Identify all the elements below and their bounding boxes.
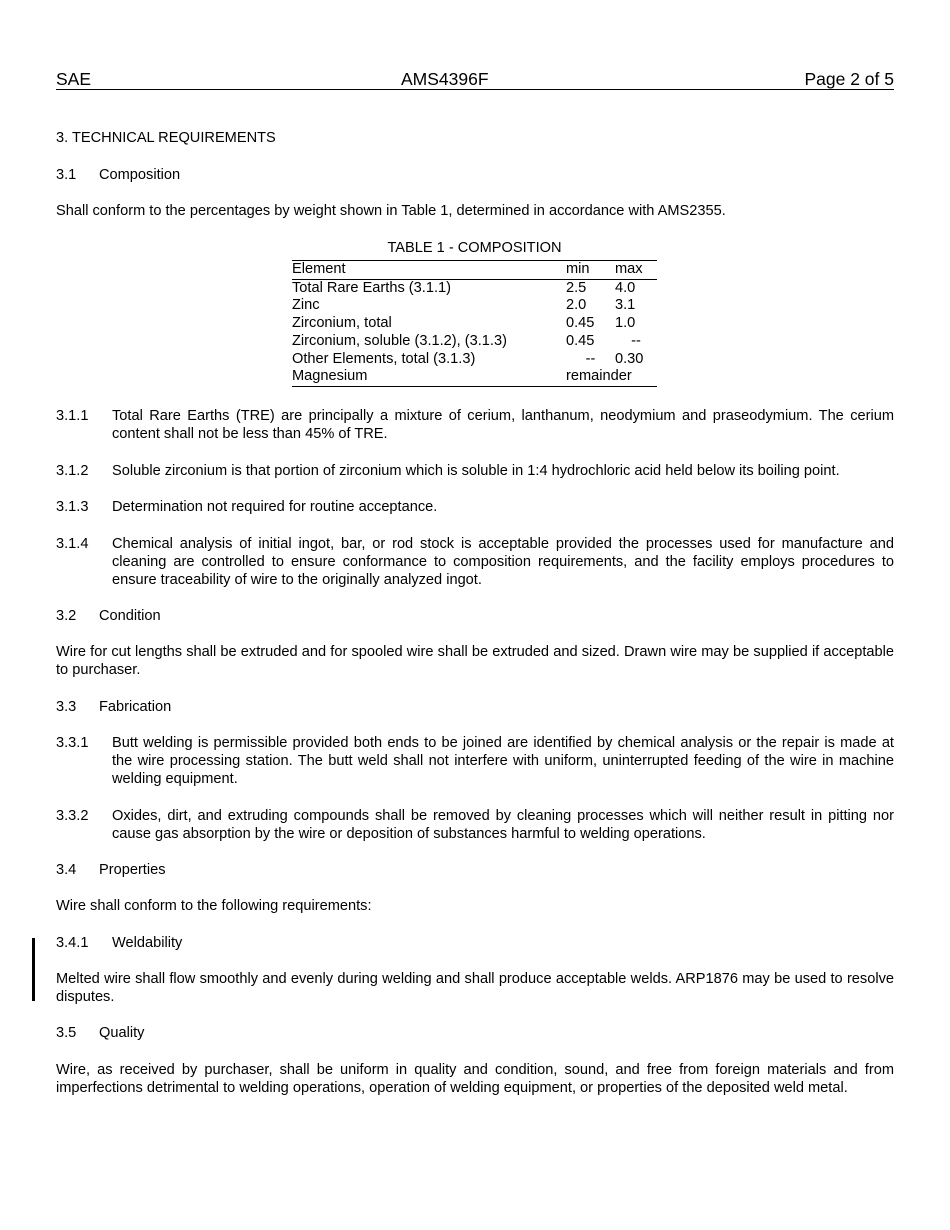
section-3-5-heading: [56, 1024, 894, 1042]
header-page-number: Page 2 of 5: [804, 69, 894, 89]
section-title: Condition: [99, 608, 161, 624]
column-header-element: Element: [292, 261, 566, 280]
table-1-caption: TABLE 1 - COMPOSITION: [387, 240, 562, 256]
section-text: Butt welding is permissible provided both ends to be joined are identified by chemical analysis or the repair is made at the wire processing station. The butt weld shall not interfere with uniform, uninterrupted feeding of the wire in machine welding equipment.: [112, 735, 894, 787]
section-3-3-heading: [56, 698, 894, 716]
section-3-4-heading: [56, 861, 894, 879]
section-number: 3.3.2: [56, 808, 89, 824]
section-title: Composition: [99, 167, 181, 183]
section-text: Total Rare Earths (TRE) are principally a mixture of cerium, lanthanum, neodymium and praseodymium. The cerium content shall not be less than 45% of TRE.: [112, 408, 894, 442]
element-cell: Other Elements, total (3.1.3): [292, 350, 476, 367]
remainder-cell: remainder: [566, 368, 657, 386]
section-title: Weldability: [112, 935, 183, 951]
composition-table: [292, 260, 657, 387]
section-3-1-2: [56, 462, 894, 480]
section-3-3-2: [56, 807, 894, 843]
section-title: Properties: [99, 862, 166, 878]
table-row: [292, 368, 657, 386]
section-3-4-text: Wire shall conform to the following requirements:: [56, 898, 372, 914]
element-cell: Zirconium, soluble (3.1.2), (3.1.3): [292, 332, 507, 349]
section-text: Determination not required for routine acceptance.: [112, 499, 438, 515]
section-3-4-1-heading: [56, 934, 894, 952]
section-3-1-3: [56, 498, 894, 516]
table-header-row: [292, 261, 657, 280]
element-cell: Zirconium, total: [292, 315, 392, 332]
column-header-max: max: [615, 261, 657, 280]
section-text: Oxides, dirt, and extruding compounds shall be removed by cleaning processes which will neither result in pitting nor cause gas absorption by the wire or deposition of substances harmful to welding operations.: [112, 808, 894, 842]
min-cell: 2.0: [566, 297, 587, 314]
section-number: 3.1.3: [56, 499, 89, 515]
section-number: 3.1.4: [56, 536, 89, 552]
min-cell: 0.45: [566, 315, 595, 332]
section-number: 3.2: [56, 608, 77, 624]
section-3-1-1: [56, 407, 894, 443]
section-text: Soluble zirconium is that portion of zirconium which is soluble in 1:4 hydrochloric acid held below its boiling point.: [112, 463, 840, 479]
element-cell: Total Rare Earths (3.1.1): [292, 279, 451, 296]
section-number: 3.1.2: [56, 463, 89, 479]
section-3-4-1-text: Melted wire shall flow smoothly and evenly during welding and shall produce acceptable welds. ARP1876 may be used to resolve disputes.: [56, 971, 894, 1005]
max-cell: 1.0: [615, 315, 636, 332]
table-row: [292, 297, 657, 315]
section-number: 3.3.1: [56, 735, 89, 751]
page-header: [56, 69, 894, 90]
min-cell: --: [585, 350, 596, 367]
max-cell: 3.1: [615, 297, 636, 314]
section-number: 3.1: [56, 167, 77, 183]
section-3-1-4: [56, 535, 894, 589]
section-3-2-heading: [56, 607, 894, 625]
section-3-heading: 3. TECHNICAL REQUIREMENTS: [56, 130, 276, 146]
section-3-2-text: Wire for cut lengths shall be extruded and for spooled wire shall be extruded and sized. Drawn wire may be supplied if acceptable to purchaser.: [56, 644, 894, 678]
table-row: [292, 351, 657, 369]
section-3-3-1: [56, 734, 894, 788]
revision-change-bar: [32, 938, 35, 1001]
table-row: [292, 279, 657, 297]
element-cell: Magnesium: [292, 368, 566, 386]
header-doc-number: AMS4396F: [401, 69, 489, 89]
max-cell: 0.30: [615, 350, 644, 367]
table-row: [292, 333, 657, 351]
section-3-1-intro: Shall conform to the percentages by weight shown in Table 1, determined in accordance with AMS2355.: [56, 203, 726, 219]
section-number: 3.3: [56, 699, 77, 715]
max-cell: 4.0: [615, 279, 636, 296]
section-title: Quality: [99, 1025, 145, 1041]
header-org: SAE: [56, 69, 92, 89]
section-number: 3.4.1: [56, 935, 89, 951]
element-cell: Zinc: [292, 297, 320, 314]
section-number: 3.1.1: [56, 408, 89, 424]
section-text: Chemical analysis of initial ingot, bar, or rod stock is acceptable provided the processes used for manufacture and cleaning are controlled to ensure conformance to composition requirements, and the facility employs procedures to ensure traceability of wire to the originally analyzed ingot.: [112, 536, 894, 588]
table-row: [292, 315, 657, 333]
section-number: 3.5: [56, 1025, 77, 1041]
column-header-min: min: [566, 261, 615, 280]
section-title: Fabrication: [99, 699, 172, 715]
min-cell: 0.45: [566, 332, 595, 349]
min-cell: 2.5: [566, 279, 587, 296]
section-number: 3.4: [56, 862, 77, 878]
section-3-1-heading: [56, 166, 894, 184]
section-3-5-text: Wire, as received by purchaser, shall be uniform in quality and condition, sound, and free from foreign materials and from imperfections detrimental to welding operations, operation of welding equipment, or properties of the deposited weld metal.: [56, 1062, 894, 1096]
max-cell: --: [631, 332, 641, 349]
